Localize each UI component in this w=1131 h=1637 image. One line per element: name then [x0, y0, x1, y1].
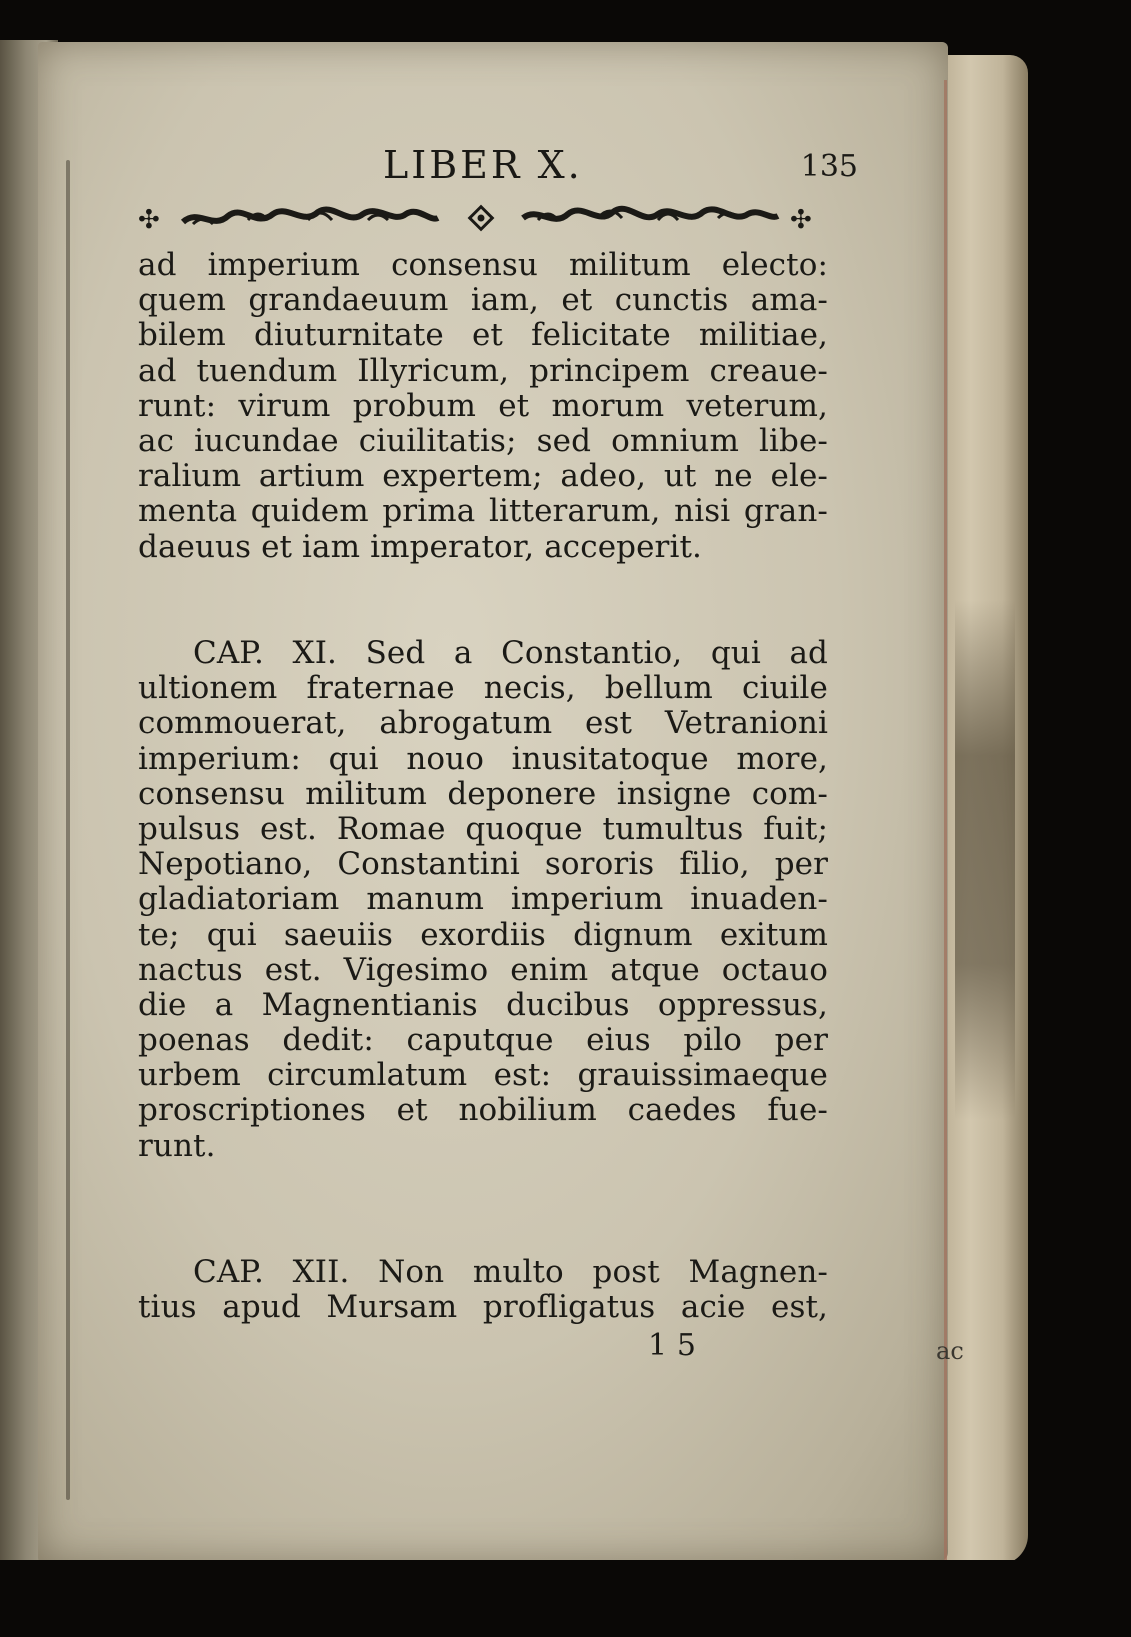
- text-line: ac iucundae ciuilitatis; sed omnium libe-: [138, 422, 828, 459]
- scan-background: [0, 1560, 1131, 1637]
- text-line: die a Magnentianis ducibus oppressus,: [138, 986, 828, 1023]
- chapter-heading-line: CAP. XI. Sed a Constantio, qui ad: [193, 635, 828, 671]
- text-line: commouerat, abrogatum est Vetranioni: [138, 705, 828, 742]
- paragraph-chapter-xii: [138, 1255, 828, 1325]
- text-line: runt.: [138, 1127, 216, 1164]
- text-line: consensu militum deponere insigne com-: [138, 775, 828, 812]
- text-line: poenas dedit: caputque eius pilo per: [138, 1022, 828, 1059]
- gutter-shadow: [66, 160, 70, 1500]
- text-line: bilem diuturnitate et felicitate militiae,: [138, 317, 828, 354]
- catchword: ac: [936, 1337, 964, 1365]
- text-line: te; qui saeuiis exordiis dignum exitum: [138, 916, 828, 953]
- text-line: ralium artium expertem; adeo, ut ne ele-: [138, 458, 828, 495]
- text-line: tius apud Mursam profligatus acie est,: [138, 1289, 828, 1326]
- paragraph-chapter-xi: [138, 636, 828, 1164]
- text-line: ad imperium consensu militum electo:: [138, 247, 828, 283]
- text-line: Nepotiano, Constantini sororis filio, per: [138, 846, 828, 883]
- page-number: 135: [800, 149, 858, 184]
- text-line: urbem circumlatum est: grauissimaeque: [138, 1057, 828, 1094]
- text-line: runt: virum probum et morum veterum,: [138, 387, 828, 424]
- text-line: gladiatoriam manum imperium inuaden-: [138, 881, 828, 918]
- chapter-heading-line: CAP. XII. Non multo post Magnen-: [193, 1254, 828, 1290]
- page-stain: [955, 600, 1015, 1120]
- text-line: menta quidem prima litterarum, nisi gran-: [138, 493, 828, 530]
- svg-text:✣: ✣: [790, 205, 812, 235]
- text-line: nactus est. Vigesimo enim atque octauo: [138, 951, 828, 988]
- signature-mark: 1 5: [648, 1328, 697, 1363]
- running-title: LIBER X.: [383, 143, 583, 187]
- text-line: ad tuendum Illyricum, principem creaue-: [138, 352, 828, 389]
- text-line: pulsus est. Romae quoque tumultus fuit;: [138, 810, 828, 847]
- text-line: quem grandaeuum iam, et cunctis ama-: [138, 282, 828, 319]
- text-line: proscriptiones et nobilium caedes fue-: [138, 1092, 828, 1129]
- text-line: daeuus et iam imperator, acceperit.: [138, 528, 702, 565]
- header-ornament: [138, 200, 838, 240]
- text-line: ultionem fraternae necis, bellum ciuile: [138, 670, 828, 707]
- svg-text:✣: ✣: [138, 205, 160, 235]
- text-line: imperium: qui nouo inusitatoque more,: [138, 740, 828, 777]
- paragraph: [138, 248, 828, 565]
- running-header: [138, 143, 878, 193]
